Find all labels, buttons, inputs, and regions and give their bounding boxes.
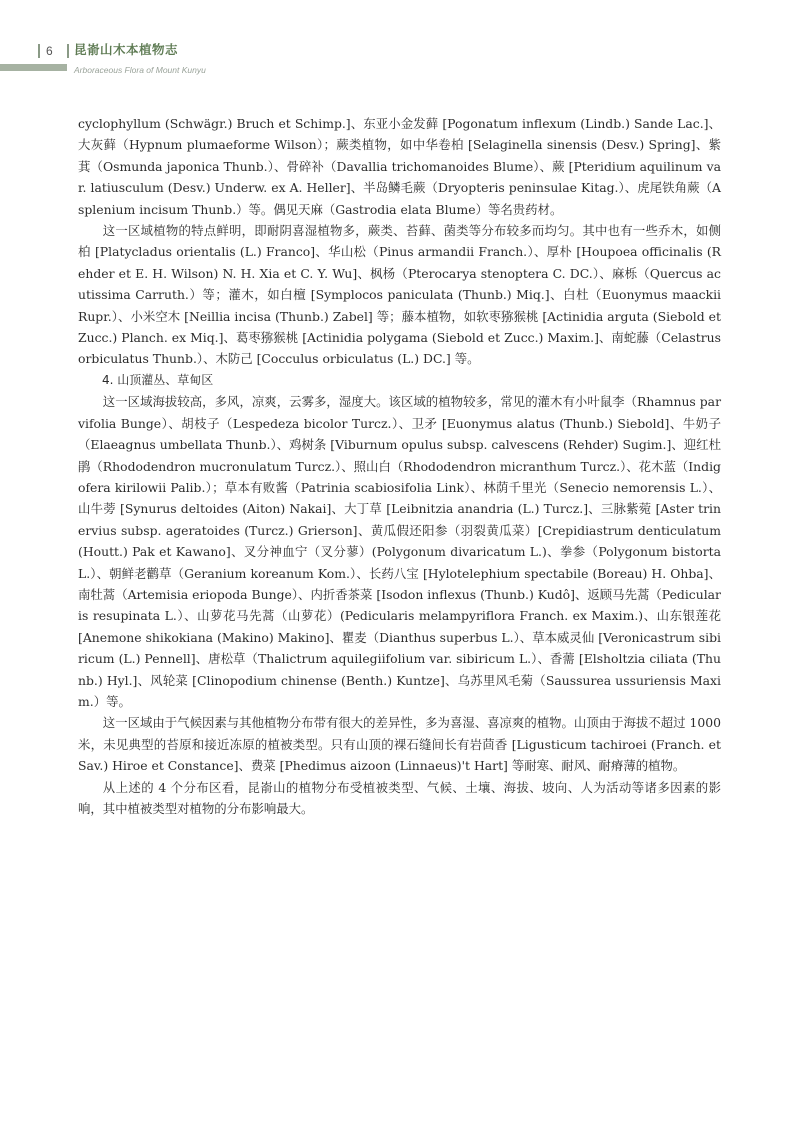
header-divider [67,44,69,58]
paragraph: 这一区域植物的特点鲜明，即耐阴喜湿植物多，蕨类、苔藓、菌类等分布较多而均匀。其中也有一些乔木，如侧柏 [Platycladus orientalis (L.) Franco]、华山松（Pinus armandii Franch.）、厚朴 [Houpoea officinalis (Rehder et E. H. Wilson) N. H. Xia et C. Y. Wu]、枫杨（Pterocarya stenoptera C. DC.）、麻栎（Quercus acutissima Carruth.）等；灌木，如白檀 [Symplocos paniculata (Thunb.) Miq.]、白杜（Euonymus maackii Rupr.）、小米空木 [Neillia incisa (Thunb.) Zabel] 等；藤本植物，如软枣猕猴桃 [Actinidia arguta (Siebold et Zucc.) Planch. ex Miq.]、葛枣猕猴桃 [Actinidia polygama (Siebold et Zucc.) Maxim.]、南蛇藤（Celastrus orbiculatus Thunb.）、木防己 [Cocculus orbiculatus (L.) DC.] 等。 [78,223,721,367]
header-divider [38,44,40,58]
page-header [0,0,793,80]
page-body [78,113,721,819]
paragraph: 这一区域海拔较高，多风，凉爽，云雾多，湿度大。该区域的植物较多，常见的灌木有小叶鼠李（Rhamnus parvifolia Bunge）、胡枝子（Lespedeza bicolor Turcz.）、卫矛 [Euonymus alatus (Thunb.) Siebold]、牛奶子（Elaeagnus umbellata Thunb.）、鸡树条 [Viburnum opulus subsp. calvescens (Rehder) Sugim.]、迎红杜鹃（Rhododendron mucronulatum Turcz.）、照山白（Rhododendron micranthum Turcz.）、花木蓝（Indigofera kirilowii Palib.）；草本有败酱（Patrinia scabiosifolia Link）、林荫千里光（Senecio nemorensis L.）、山牛蒡 [Synurus deltoides (Aiton) Nakai]、大丁草 [Leibnitzia anandria (L.) Turcz.]、三脉紫菀 [Aster trinervius subsp. ageratoides (Turcz.) Grierson]、黄瓜假还阳参（羽裂黄瓜菜）[Crepidiastrum denticulatum (Houtt.) Pak et Kawano]、叉分神血宁（叉分蓼）(Polygonum divaricatum L.)、拳参（Polygonum bistorta L.）、朝鲜老鹳草（Geranium koreanum Kom.）、长药八宝 [Hylotelephium spectabile (Boreau) H. Ohba]、南牡蒿（Artemisia eriopoda Bunge）、内折香茶菜 [Isodon inflexus (Thunb.) Kudô]、返顾马先蒿（Pedicularis resupinata L.）、山萝花马先蒿（山萝花）(Pedicularis melampyriflora Franch. ex Maxim.)、山东银莲花 [Anemone shikokiana (Makino) Makino]、瞿麦（Dianthus superbus L.）、草本威灵仙 [Veronicastrum sibiricum (L.) Pennell]、唐松草（Thalictrum aquilegiifolium var. sibiricum L.）、香薷 [Elsholtzia ciliata (Thunb.) Hyl.]、风轮菜 [Clinopodium chinense (Benth.) Kuntze]、乌苏里风毛菊（Saussurea ussuriensis Maxim.）等。 [78,394,721,709]
paragraph-continued: cyclophyllum (Schwägr.) Bruch et Schimp.]、东亚小金发藓 [Pogonatum inflexum (Lindb.) Sande Lac.]、大灰藓（Hypnum plumaeforme Wilson）；蕨类植物，如中华卷柏 [Selaginella sinensis (Desv.) Spring]、紫萁（Osmunda japonica Thunb.）、骨碎补（Davallia trichomanoides Blume）、蕨 [Pteridium aquilinum var. latiusculum (Desv.) Underw. ex A. Heller]、半岛鳞毛蕨（Dryopteris peninsulae Kitag.）、虎尾铁角蕨（Asplenium incisum Thunb.）等。偶见天麻（Gastrodia elata Blume）等名贵药材。 [78,116,721,217]
book-title: 昆嵛山木本植物志 [74,42,179,57]
book-subtitle: Arboraceous Flora of Mount Kunyu [74,65,206,75]
page-number: 6 [46,44,53,58]
paragraph: 这一区域由于气候因素与其他植物分布带有很大的差异性，多为喜湿、喜凉爽的植物。山顶由于海拔不超过 1000 米，未见典型的苔原和接近冻原的植被类型。只有山顶的裸石缝间长有岩茴香 [Ligusticum tachiroei (Franch. et Sav.) Hiroe et Constance]、费菜 [Phedimus aizoon (Linnaeus)'t Hart] 等耐寒、耐风、耐瘠薄的植物。 [78,715,721,774]
section-heading: 4. 山顶灌丛、草甸区 [102,372,214,387]
header-color-band [0,64,67,71]
paragraph: 从上述的 4 个分布区看，昆嵛山的植物分布受植被类型、气候、土壤、海拔、坡向、人为活动等诸多因素的影响，其中植被类型对植物的分布影响最大。 [78,779,721,816]
